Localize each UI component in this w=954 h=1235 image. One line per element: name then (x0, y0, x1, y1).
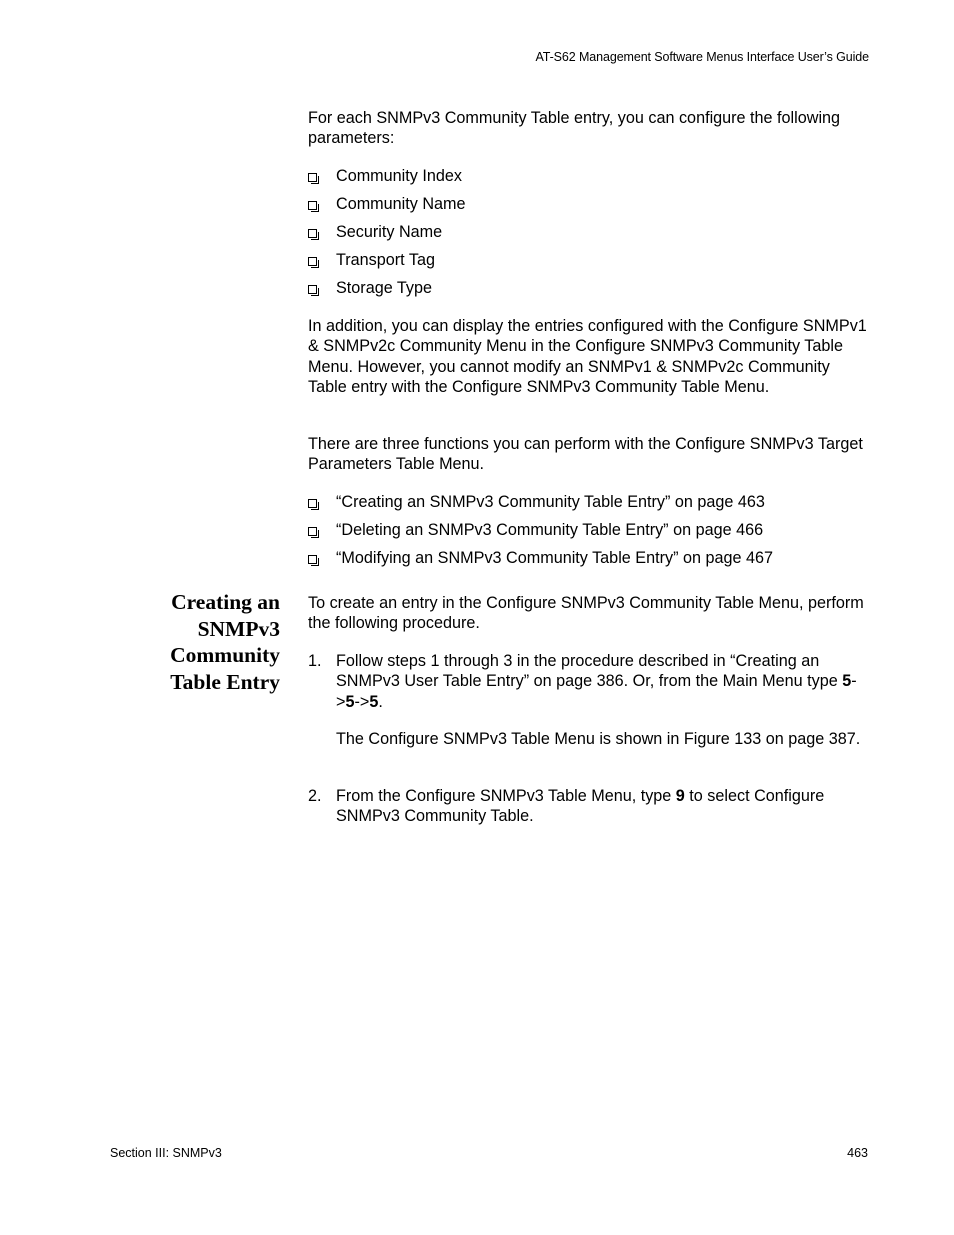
addition-text: In addition, you can display the entries configured with the Configure SNMPv1 & SNMPv2c Community Menu in the Configure SNMPv3 Community Table Menu. However, you cannot modify an SNMPv1 & SNMPv2c Community Table entry with the Configure SNMPv3 Community Table Menu. (308, 317, 867, 397)
functions-intro-text: There are three functions you can perform with the Configure SNMPv3 Target Parameters Table Menu. (308, 435, 863, 474)
cross-reference-item (308, 492, 870, 520)
intro-paragraph (308, 108, 870, 149)
list-item-label: Community Index (336, 167, 462, 185)
key-separator: -> (354, 692, 370, 711)
checkbox-bullet-icon (308, 257, 317, 266)
checkbox-bullet-icon (308, 201, 317, 210)
checkbox-bullet-icon (308, 173, 317, 182)
section-heading-line: SNMPv3 (197, 616, 280, 641)
section-heading-line: Table Entry (170, 669, 280, 694)
cross-reference-item (308, 548, 870, 576)
menu-key: 5 (345, 692, 355, 711)
list-item-label: Security Name (336, 223, 443, 241)
checkbox-bullet-icon (308, 499, 317, 508)
page-number: 463 (847, 1146, 868, 1160)
checkbox-bullet-icon (308, 229, 317, 238)
step-number: 2. (308, 787, 322, 805)
step-text-end: . (378, 692, 383, 711)
checkbox-bullet-icon (308, 555, 317, 564)
section-intro-paragraph (308, 593, 870, 634)
list-item (308, 194, 870, 222)
step-number: 1. (308, 652, 322, 670)
checkbox-bullet-icon (308, 527, 317, 536)
list-item (308, 222, 870, 250)
parameter-list-container (308, 166, 870, 306)
step-text: to select Configure SNMPv3 Community Table. (336, 787, 825, 826)
section-heading-line: Creating an (171, 590, 280, 614)
functions-intro-paragraph (308, 434, 870, 475)
menu-key: 5 (842, 672, 852, 691)
step-note-text: The Configure SNMPv3 Table Menu is shown in Figure 133 on page 387. (336, 730, 861, 748)
cross-reference-link[interactable]: “Creating an SNMPv3 Community Table Entry” on page 463 (336, 493, 765, 511)
cross-reference-link[interactable]: “Modifying an SNMPv3 Community Table Entry” on page 467 (336, 549, 773, 567)
list-item-label: Community Name (336, 195, 466, 213)
menu-key: 9 (675, 787, 685, 805)
step-content (308, 651, 870, 712)
step-1-note (308, 729, 870, 749)
cross-reference-item (308, 520, 870, 548)
addition-paragraph (308, 316, 870, 398)
list-item-label: Transport Tag (336, 251, 435, 269)
functions-list (308, 492, 870, 576)
list-item-label: Storage Type (336, 279, 432, 297)
parameter-list (308, 166, 870, 306)
list-item (308, 166, 870, 194)
procedure-step-2 (308, 786, 870, 827)
cross-reference-link[interactable]: “Deleting an SNMPv3 Community Table Entry” on page 466 (336, 521, 764, 539)
running-header: AT-S62 Management Software Menus Interface User’s Guide (535, 50, 869, 64)
procedure-step-1 (308, 651, 870, 712)
section-intro-text: To create an entry in the Configure SNMPv3 Community Table Menu, perform the following procedure. (308, 594, 864, 633)
section-heading-line: Community (170, 643, 280, 668)
functions-list-container (308, 492, 870, 576)
list-item (308, 278, 870, 306)
list-item (308, 250, 870, 278)
checkbox-bullet-icon (308, 285, 317, 294)
step-text: From the Configure SNMPv3 Table Menu, type (336, 787, 676, 805)
intro-text: For each SNMPv3 Community Table entry, you can configure the following parameters: (308, 109, 841, 148)
key-separator: -> (336, 672, 857, 711)
section-heading (120, 589, 280, 695)
step-text: Follow steps 1 through 3 in the procedure described in “Creating an SNMPv3 User Table Entry” on page 386. Or, from the Main Menu type (336, 652, 843, 691)
footer-section-label: Section III: SNMPv3 (110, 1146, 222, 1160)
menu-key: 5 (369, 692, 379, 711)
step-content (308, 786, 870, 827)
